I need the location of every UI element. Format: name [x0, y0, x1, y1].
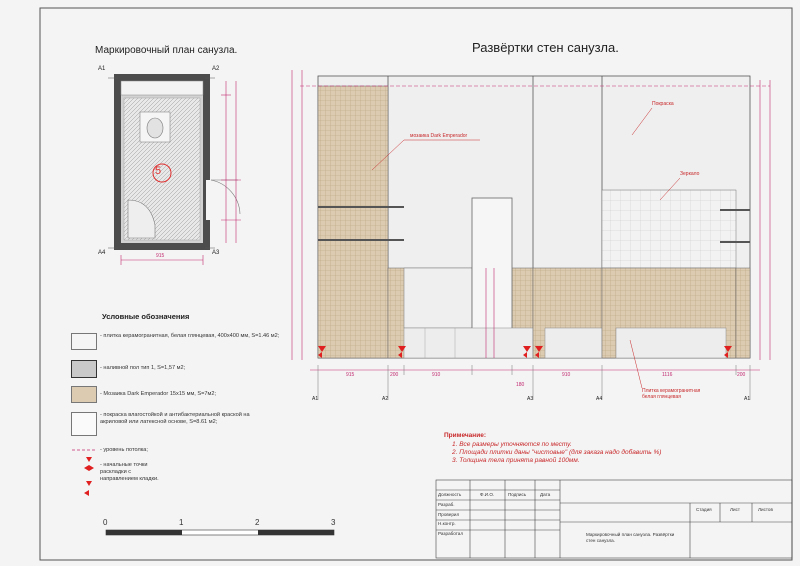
- axis-1: A1: [312, 396, 319, 402]
- plan-width-dim: 915: [156, 253, 165, 259]
- legend-title: Условные обозначения: [102, 312, 190, 321]
- legend-item-floor: - наливной пол тип 1, S=1,57 м2;: [100, 365, 186, 371]
- tb-row-3: Н.контр.: [438, 521, 456, 526]
- dim-6: 1116: [662, 372, 673, 378]
- corner-a3: A3: [212, 250, 220, 256]
- dim-3: 910: [432, 372, 441, 378]
- legend-swatch-floor: [71, 360, 97, 378]
- note-3: 3. Толщина тела принята равной 100мм.: [452, 457, 580, 464]
- scale-tick-1: 1: [179, 518, 184, 527]
- legend-swatch-mosaic: [71, 386, 97, 403]
- corner-a1: A1: [98, 66, 106, 72]
- notes-title: Примечание:: [444, 432, 486, 439]
- axis-3: A3: [527, 396, 534, 402]
- wall-elevations: [292, 70, 770, 400]
- legend-swatch-paint: [71, 412, 97, 436]
- legend-item-paint: - покраска влагостойкой и антибактериальной краской на акриловой или латексной основе, S=8.61 м2;: [100, 412, 250, 425]
- scale-bar: [106, 530, 334, 535]
- legend-item-markers: - начальные точки раскладки с направлением кладки.: [100, 462, 159, 482]
- tb-row-2: Проверил: [438, 512, 460, 517]
- dim-1: 915: [346, 372, 355, 378]
- dim-5: 910: [562, 372, 571, 378]
- tb-sheets: Листов: [758, 507, 773, 512]
- legend-item-tile: - плитка керамогранитная, белая глянцевая, 400х400 мм, S=1.46 м2;: [100, 333, 280, 339]
- axis-5: A1: [744, 396, 751, 402]
- scale-tick-0: 0: [103, 518, 108, 527]
- tb-row-4: Разработал: [438, 531, 464, 536]
- floor-plan: [108, 74, 241, 265]
- legend-item-mosaic: - Мозаика Dark Emperador 15х15 мм, S=7м2;: [100, 391, 217, 397]
- elevations-title: Развёртки стен санузла.: [472, 40, 619, 55]
- tb-description: Маркировочный план санузла. Развёртки стен санузла.: [586, 532, 675, 543]
- legend-swatch-tile: [71, 333, 97, 350]
- room-number: 5: [155, 165, 162, 177]
- plan-title: Маркировочный план санузла.: [95, 45, 238, 56]
- note-2: 2. Площади плитки даны "чистовые" (для заказа надо добавить %): [452, 449, 662, 456]
- axis-4: A4: [596, 396, 603, 402]
- legend-item-ceiling: - уровень потолка;: [100, 447, 148, 453]
- tb-stage: Стадия: [696, 507, 712, 512]
- dim-4: 180: [516, 382, 525, 388]
- tb-header-role: Должность: [438, 492, 462, 497]
- tb-header-name: Ф.И.О.: [480, 492, 495, 497]
- scale-tick-2: 2: [255, 518, 260, 527]
- callout-mosaic: мозаика Dark Emperador: [410, 133, 468, 139]
- axis-2: A2: [382, 396, 389, 402]
- callout-mirror: Зеркало: [680, 171, 700, 177]
- callout-paint: Покраска: [652, 101, 674, 107]
- corner-a4: A4: [98, 250, 106, 256]
- tb-row-1: Разраб.: [438, 502, 455, 507]
- callout-tile: Плитка керамогранитная белая глянцевая: [642, 388, 701, 400]
- dim-7: 200: [737, 372, 746, 378]
- note-1: 1. Все размеры уточняются по месту.: [452, 441, 572, 448]
- tb-header-sign: Подпись: [508, 492, 527, 497]
- dim-2: 200: [390, 372, 399, 378]
- tb-sheet: Лист: [730, 507, 740, 512]
- corner-a2: A2: [212, 66, 220, 72]
- tb-header-date: Дата: [540, 492, 551, 497]
- scale-tick-3: 3: [331, 518, 336, 527]
